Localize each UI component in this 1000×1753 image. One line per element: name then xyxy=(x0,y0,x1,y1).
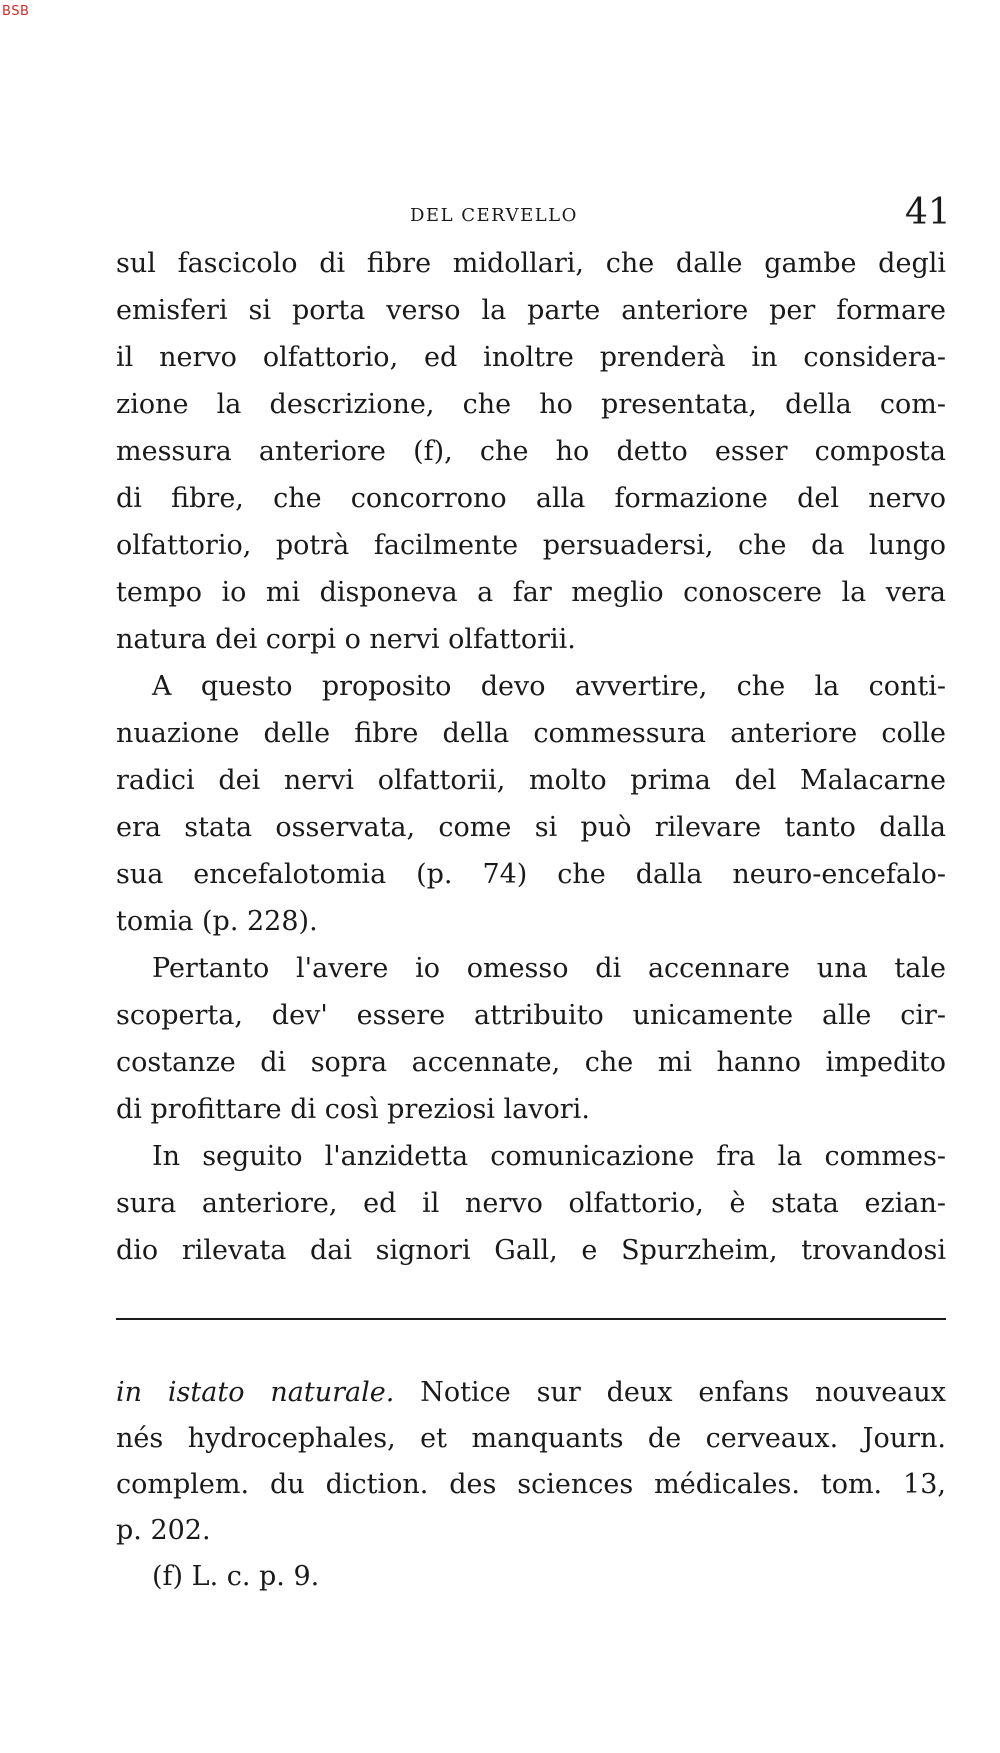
text-line: emisferi si porta verso la parte anteriore per formare xyxy=(116,295,946,326)
text-line: di fibre, che concorrono alla formazione del nervo xyxy=(116,483,946,514)
text-line: il nervo olfattorio, ed inoltre prenderà in considera- xyxy=(116,342,946,373)
text-line: natura dei corpi o nervi olfattorii. xyxy=(116,624,576,655)
text-line: sua encefalotomia (p. 74) che dalla neuro-encefalo- xyxy=(116,859,946,890)
footnote-text: Notice sur deux enfans nouveaux xyxy=(394,1377,946,1408)
footnote-line: complem. du diction. des sciences médicales. tom. 13, xyxy=(116,1469,946,1500)
text-line: nuazione delle fibre della commessura anteriore colle xyxy=(116,718,946,749)
text-line: scoperta, dev' essere attribuito unicamente alle cir- xyxy=(116,1000,946,1031)
text-line: radici dei nervi olfattorii, molto prima del Malacarne xyxy=(116,765,946,796)
footnote-line xyxy=(116,1370,946,1416)
body-text xyxy=(116,240,946,1274)
text-line: olfattorio, potrà facilmente persuadersi, che da lungo xyxy=(116,530,946,561)
footnote-rule xyxy=(116,1318,946,1320)
text-line: tempo io mi disponeva a far meglio conoscere la vera xyxy=(116,577,946,608)
footnote-italic-text: in istato naturale. xyxy=(116,1377,395,1408)
text-line: tomia (p. 228). xyxy=(116,906,318,937)
footnote-line: nés hydrocephales, et manquants de cerveaux. Journ. xyxy=(116,1423,946,1454)
paragraph-start-line: In seguito l'anzidetta comunicazione fra la commes- xyxy=(152,1141,946,1172)
text-line: sura anteriore, ed il nervo olfattorio, è stata ezian- xyxy=(116,1188,946,1219)
footnote-line: p. 202. xyxy=(116,1515,211,1546)
footnotes xyxy=(116,1370,946,1600)
library-watermark: BSB xyxy=(2,4,30,19)
running-head: DEL CERVELLO xyxy=(410,205,578,226)
footnote-line: (f) L. c. p. 9. xyxy=(152,1561,320,1592)
text-line: zione la descrizione, che ho presentata, della com- xyxy=(116,389,946,420)
paragraph-start-line: A questo proposito devo avvertire, che la conti- xyxy=(152,671,946,702)
text-line: sul fascicolo di fibre midollari, che dalle gambe degli xyxy=(116,248,946,279)
page-number: 41 xyxy=(905,192,951,233)
paragraph-start-line: Pertanto l'avere io omesso di accennare una tale xyxy=(152,953,946,984)
text-line: di profittare di così preziosi lavori. xyxy=(116,1094,590,1125)
text-line: messura anteriore (f), che ho detto esser composta xyxy=(116,436,946,467)
text-line: dio rilevata dai signori Gall, e Spurzheim, trovandosi xyxy=(116,1235,946,1266)
text-line: era stata osservata, come si può rilevare tanto dalla xyxy=(116,812,946,843)
text-line: costanze di sopra accennate, che mi hanno impedito xyxy=(116,1047,946,1078)
